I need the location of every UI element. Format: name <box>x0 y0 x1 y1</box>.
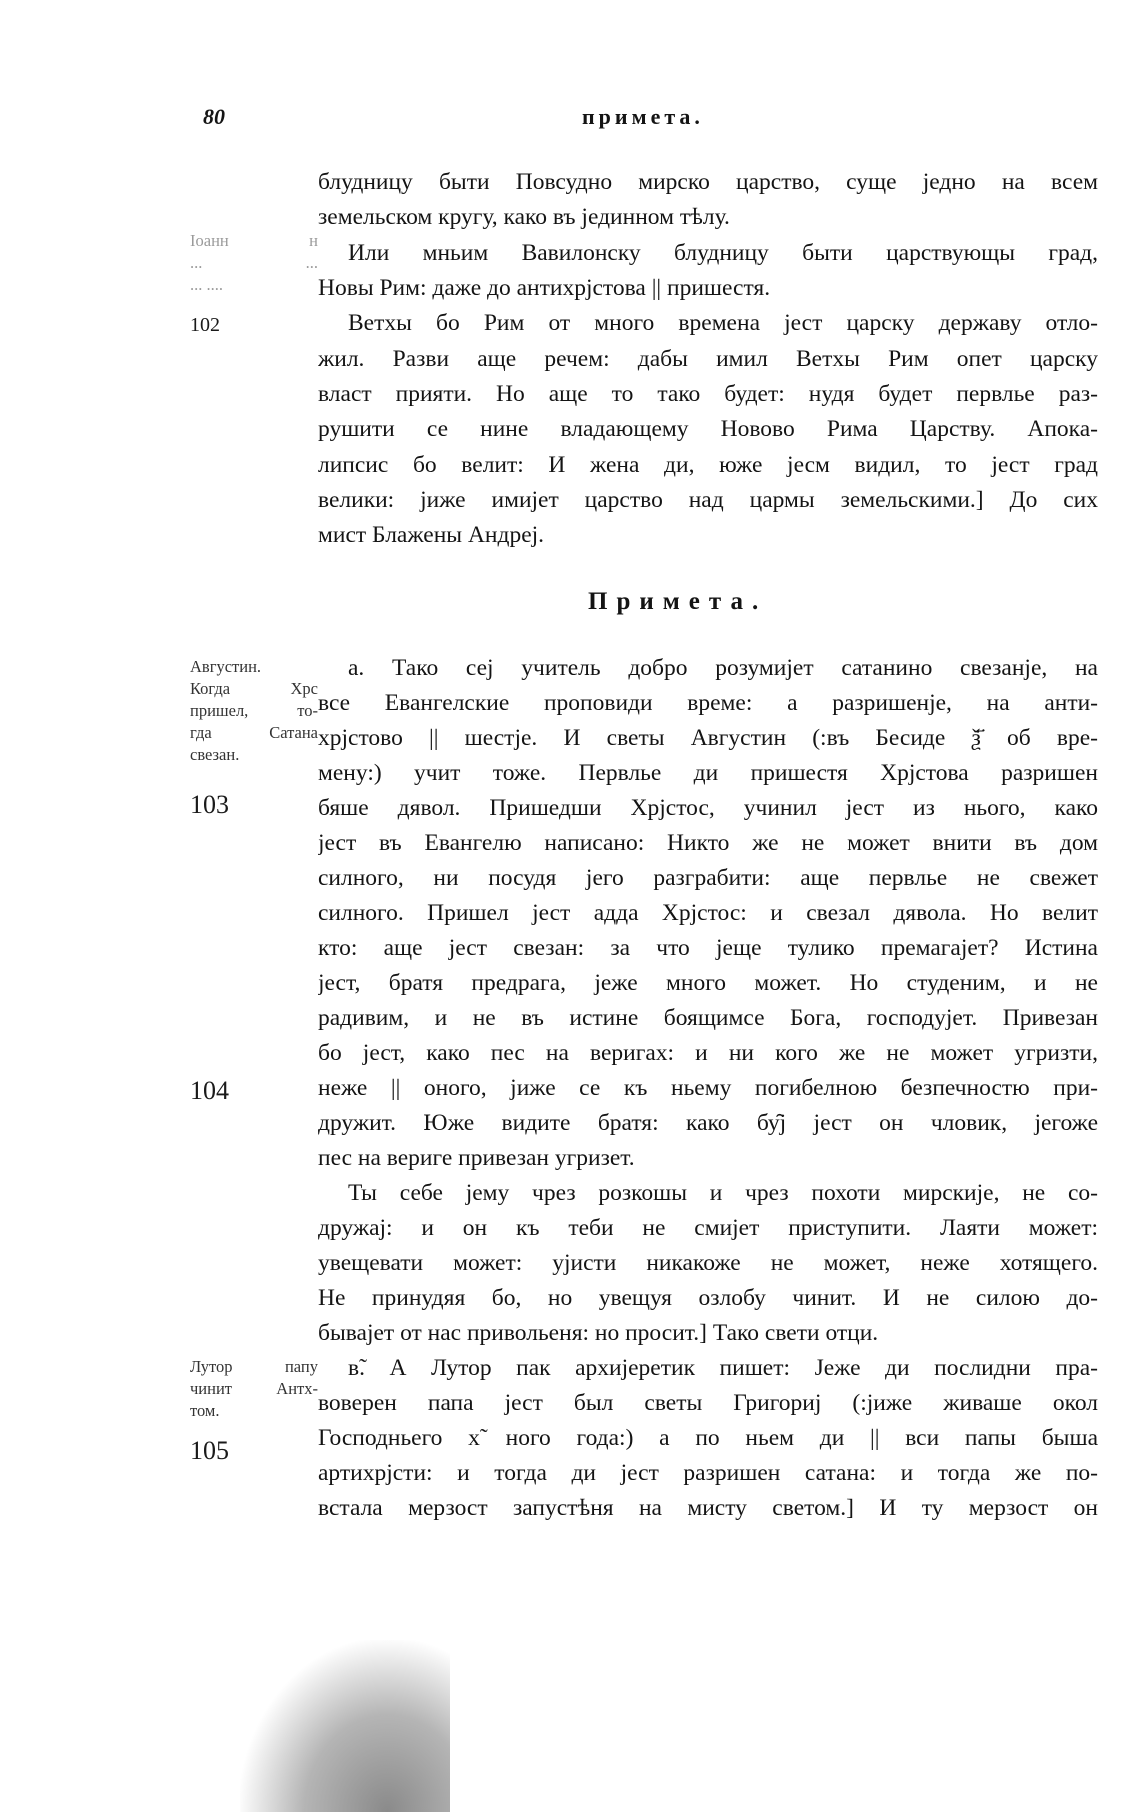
text-line: бывајет от нас привольеня: но просит.] Тако свети отци. <box>318 1320 879 1346</box>
text-line: пес на вериге привезан угризет. <box>318 1145 635 1171</box>
margin-note-augustin <box>190 656 318 766</box>
text-line: жил. Разви аще речем: дабы имил Ветхы Рим опет царску <box>318 346 1098 372</box>
margin-number-102: 102 <box>190 314 220 336</box>
text-line: дружит. Юже видите братя: како бу̑ј јест он чловик, јегоже <box>318 1110 1098 1136</box>
text-line: артихрјсти: и тогда ди јест разришен сатана: и тогда же по- <box>318 1460 1098 1486</box>
margin-note-line: Когда Хрс <box>190 679 318 698</box>
margin-number-105: 105 <box>190 1436 229 1465</box>
text-line: дружај: и он къ теби не смијет приступити. Лаяти может: <box>318 1215 1098 1241</box>
text-line: Господньего х̃ ного года:) а по ньем ди || вси папы быша <box>318 1425 1098 1451</box>
margin-note-line: гда Сатана <box>190 723 318 742</box>
text-line: Ты себе јему чрез розкошы и чрез похоти мирскије, не со- <box>348 1180 1098 1206</box>
text-line: бо јест, како пес на веригах: и ни кого же не может угризти, <box>318 1040 1098 1066</box>
text-line: увещевати может: ујисти никакоже не может, неже хотящего. <box>318 1250 1098 1276</box>
margin-number-103: 103 <box>190 790 229 819</box>
text-line: Или мньим Вавилонску блудницу быти царствующы град, <box>348 240 1098 266</box>
text-line: в̃. А Лутор пак архијеретик пишет: Јеже ди послидни пра- <box>348 1355 1098 1381</box>
text-line: неже || оного, јиже се къ ньему погибелною безпечностю при- <box>318 1075 1098 1101</box>
scan-shadow <box>240 1640 450 1812</box>
text-line: бяше дявол. Пришедши Хрјстос, учинил јест из нього, како <box>318 795 1098 821</box>
text-line: а. Тако сеј учитель добро розумијет сатанино свезанје, на <box>348 655 1098 681</box>
text-line: јест, братя предрага, јеже много может. Но студеним, и не <box>318 970 1098 996</box>
text-line: кто: аще јест свезан: за что јеще тулико премагајет? Истина <box>318 935 1098 961</box>
text-line: јест въ Евангелю написано: Никто же не может внити въ дом <box>318 830 1098 856</box>
text-line: земельском кругу, како въ јединном тѣлу. <box>318 204 730 230</box>
margin-note-top <box>190 230 318 296</box>
text-line: рушити се нине владающему Новово Рима Царству. Апока- <box>318 416 1098 442</box>
text-line: радивим, и не въ истине боящимсе Бога, господујет. Привезан <box>318 1005 1098 1031</box>
margin-note-line: Іоанн н <box>190 231 318 250</box>
margin-note-line: пришел, то- <box>190 701 318 720</box>
margin-note-line: ... .... <box>190 275 223 294</box>
text-line: воверен папа јест был светы Григориј (:јиже живаше окол <box>318 1390 1098 1416</box>
text-line: блудницу быти Повсудно мирско царство, суще једно на всем <box>318 169 1098 195</box>
text-line: Новы Рим: даже до антихрјстова || пришестя. <box>318 275 771 301</box>
text-line: хрјстово || шестје. И светы Августин (:въ Бесиде ѯ҃ об вре- <box>318 725 1098 751</box>
margin-note-line: свезан. <box>190 745 240 764</box>
text-line: мену:) учит тоже. Первлье ди пришестя Хрјстова разришен <box>318 760 1098 786</box>
margin-note-line: том. <box>190 1401 220 1420</box>
margin-note-line: чинит Антх- <box>190 1379 318 1398</box>
text-line: мист Блажены Андреј. <box>318 522 545 548</box>
text-line: власт прияти. Но аще то тако будет: нудя будет первлье раз- <box>318 381 1098 407</box>
margin-note-luther <box>190 1356 318 1422</box>
running-header: примета. <box>582 104 704 129</box>
page-number: 80 <box>203 104 225 129</box>
section-title: Примета. <box>588 588 768 615</box>
margin-note-line: ... ... <box>190 253 318 272</box>
text-line: Не принудяя бо, но увещуя озлобу чинит. И не силою до- <box>318 1285 1098 1311</box>
margin-note-line: Лутор папу <box>190 1357 318 1376</box>
text-line: силного. Пришел јест адда Хрјстос: и свезал дявола. Но велит <box>318 900 1098 926</box>
margin-number-104: 104 <box>190 1076 229 1105</box>
text-line: липсис бо велит: И жена ди, юже јесм видил, то јест град <box>318 452 1098 478</box>
text-line: Ветхы бо Рим от много времена јест царску державу отло- <box>348 310 1098 336</box>
text-line: велики: јиже имијет царство над цармы земельскими.] До сих <box>318 487 1098 513</box>
text-line: силного, ни посудя јего разграбити: аще первлье не свежет <box>318 865 1098 891</box>
text-line: все Евангелские проповиди време: а разришенје, на анти- <box>318 690 1098 716</box>
margin-note-line: Августин. <box>190 657 262 676</box>
text-line: встала мерзост запустѣня на мисту светом.] И ту мерзост он <box>318 1495 1098 1521</box>
